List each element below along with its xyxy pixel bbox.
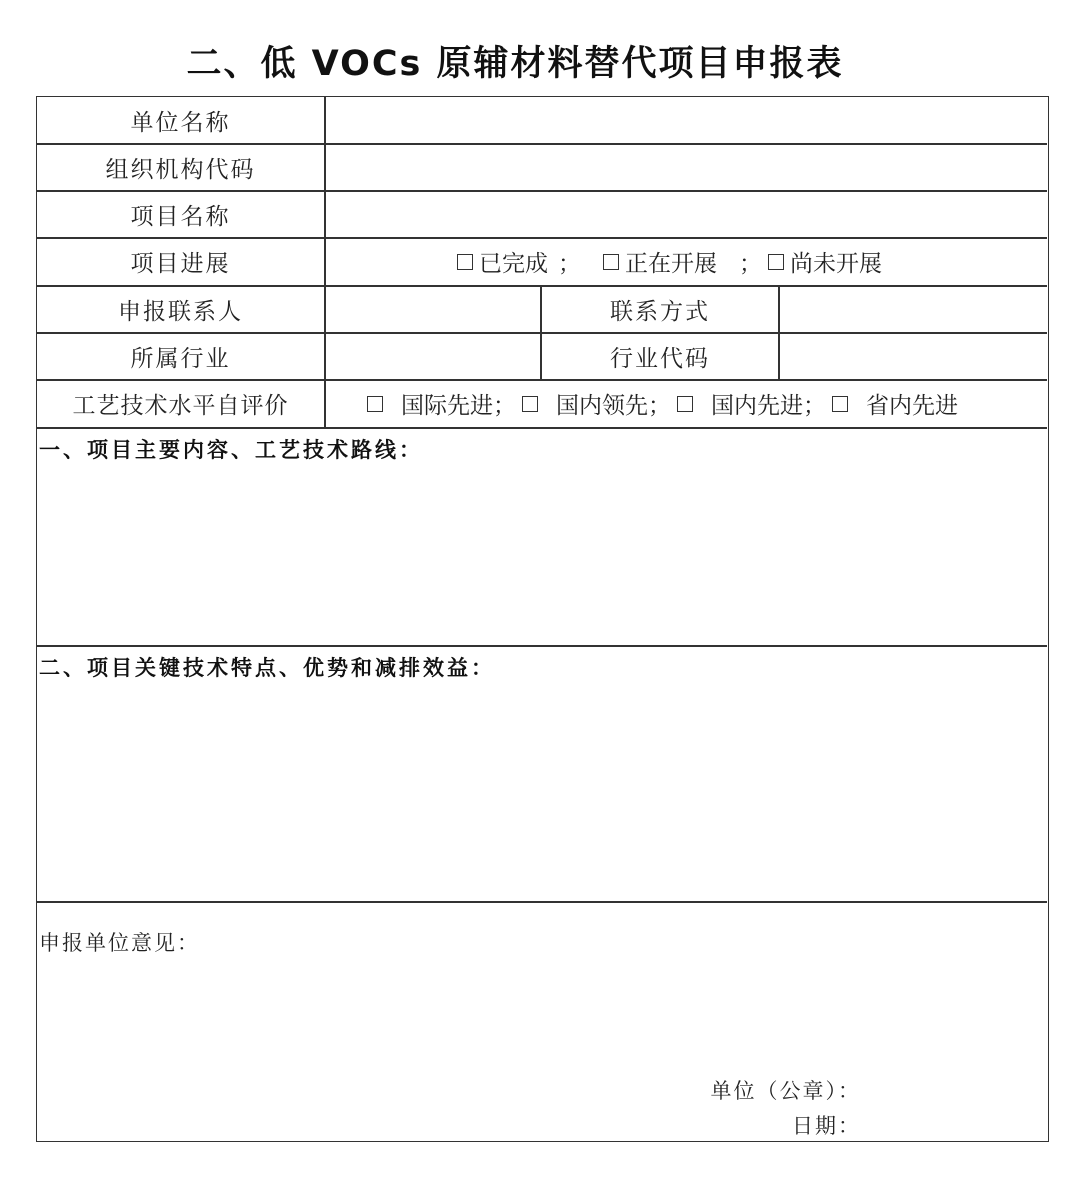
checkbox-icon[interactable] xyxy=(832,396,848,412)
unit-opinion-field[interactable] xyxy=(39,959,1043,1059)
progress-separator: ； xyxy=(739,251,762,277)
org-code-field[interactable] xyxy=(327,144,1045,190)
unit-opinion-heading: 申报单位意见： xyxy=(39,931,200,955)
unit-name-field[interactable] xyxy=(327,97,1045,143)
section-divider xyxy=(37,645,1047,647)
evaluation-option-provincial-advanced[interactable]: 省内先进 xyxy=(832,387,958,420)
page-title: 二、低 VOCs 原辅材料替代项目申报表 xyxy=(186,44,844,84)
checkbox-icon[interactable] xyxy=(522,396,538,412)
self-evaluation-options xyxy=(367,380,958,427)
label-column-divider xyxy=(324,97,326,428)
evaluation-option-international-advanced[interactable]: 国际先进； xyxy=(367,387,522,420)
project-name-field[interactable] xyxy=(327,191,1045,237)
seal-label: 单位（公章）： xyxy=(710,1079,861,1103)
progress-separator: ； xyxy=(558,251,581,277)
application-form-table xyxy=(36,96,1049,1142)
project-name-label: 项目名称 xyxy=(130,203,231,230)
progress-option-in-progress[interactable]: 正在开展 xyxy=(603,245,717,278)
self-evaluation-label: 工艺技术水平自评价 xyxy=(72,393,289,419)
industry-code-field[interactable] xyxy=(781,333,1045,379)
evaluation-option-domestic-advanced[interactable]: 国内先进； xyxy=(677,387,832,420)
key-features-field[interactable] xyxy=(39,685,1043,897)
contact-person-field[interactable] xyxy=(327,286,539,332)
evaluation-option-domestic-leading[interactable]: 国内领先； xyxy=(522,387,677,420)
checkbox-icon[interactable] xyxy=(457,254,473,270)
contact-person-label: 申报联系人 xyxy=(118,298,243,325)
main-content-field[interactable] xyxy=(39,467,1043,641)
unit-name-label: 单位名称 xyxy=(130,109,231,136)
industry-field[interactable] xyxy=(327,333,539,379)
progress-option-completed[interactable]: 已完成 xyxy=(457,245,548,278)
date-label: 日期： xyxy=(792,1114,861,1138)
main-content-heading: 一、项目主要内容、工艺技术路线： xyxy=(39,438,423,462)
row-divider xyxy=(37,427,1047,429)
checkbox-icon[interactable] xyxy=(603,254,619,270)
project-progress-label: 项目进展 xyxy=(130,251,231,277)
split-column-divider xyxy=(778,285,780,380)
contact-method-label: 联系方式 xyxy=(610,298,710,325)
contact-method-field[interactable] xyxy=(781,286,1045,332)
project-progress-options xyxy=(457,238,882,285)
section-divider xyxy=(37,901,1047,903)
industry-code-label: 行业代码 xyxy=(610,345,710,372)
key-features-heading: 二、项目关键技术特点、优势和减排效益： xyxy=(39,656,495,680)
checkbox-icon[interactable] xyxy=(677,396,693,412)
industry-label: 所属行业 xyxy=(130,345,231,372)
org-code-label: 组织机构代码 xyxy=(105,156,256,183)
checkbox-icon[interactable] xyxy=(768,254,784,270)
checkbox-icon[interactable] xyxy=(367,396,383,412)
progress-option-not-started[interactable]: 尚未开展 xyxy=(768,245,882,278)
